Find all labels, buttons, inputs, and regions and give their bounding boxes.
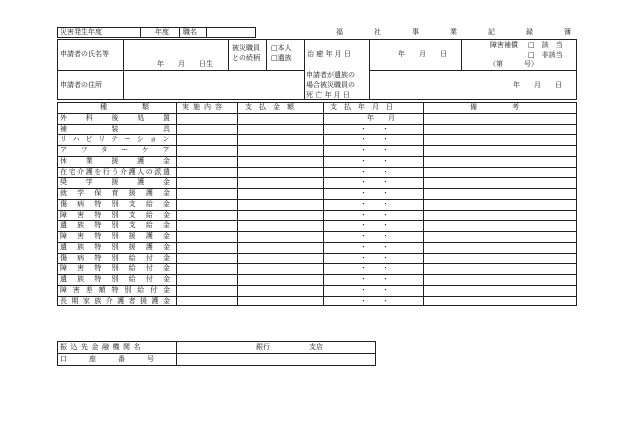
- benefit-type-label: 障害特別給付金: [60, 264, 181, 273]
- applicant-divider: [228, 39, 229, 70]
- bank-suffix: 銀行: [256, 343, 270, 351]
- benefit-type-label: アフターケア: [60, 146, 184, 154]
- applicant-divider: [369, 70, 577, 71]
- date-separator-dot: ・: [360, 156, 367, 165]
- date-separator-dot: ・: [360, 189, 367, 197]
- birth-date-placeholder: 年 月 日生: [157, 60, 213, 68]
- table-column-divider: [423, 102, 424, 306]
- date-separator-dot: ・: [382, 199, 389, 208]
- benefit-type-label: 障害特別支給金: [60, 210, 181, 219]
- applicant-address-label: 申請者の住所: [60, 81, 102, 89]
- job-label: 職名: [183, 28, 197, 36]
- relation-label: 被災職員: [232, 44, 260, 52]
- date-separator-dot: ・: [360, 296, 367, 305]
- date-separator-dot: ・: [382, 264, 389, 273]
- not-applicable-checkbox[interactable]: □ 非該当: [528, 51, 563, 59]
- death-date-placeholder: 年 月 日: [513, 81, 562, 89]
- applicant-divider: [304, 39, 305, 100]
- applicant-divider: [461, 39, 462, 70]
- header-divider: [179, 27, 180, 38]
- benefit-type-label: 在宅介護を行う介護人の派遣: [60, 167, 172, 176]
- date-separator-dot: ・: [382, 167, 389, 176]
- disability-grade: （第 号）: [489, 60, 538, 68]
- recovery-date-placeholder: 年 月 日: [398, 50, 447, 58]
- benefit-type-label: 休業援護金: [60, 156, 189, 165]
- benefit-type-label: 傷病特別給付金: [60, 253, 181, 262]
- date-separator-dot: ・: [382, 178, 389, 187]
- benefit-type-label: 補装具: [60, 124, 215, 133]
- date-separator-dot: ・: [382, 189, 389, 197]
- date-separator-dot: ・: [360, 253, 367, 262]
- date-separator-dot: ・: [360, 135, 367, 144]
- column-header-payment-date: 支払年月日: [330, 103, 400, 111]
- date-separator-dot: ・: [382, 232, 389, 240]
- branch-suffix: 支店: [309, 343, 323, 351]
- header-divider: [140, 27, 141, 38]
- page-title: 福 社 事 業 記 録 簿: [336, 28, 583, 36]
- date-separator-dot: ・: [360, 264, 367, 273]
- date-separator-dot: ・: [382, 285, 389, 294]
- benefit-type-label: 遺族特別援護金: [60, 242, 181, 251]
- bank-divider: [57, 353, 376, 354]
- relation-label: との続柄: [232, 54, 260, 62]
- self-checkbox[interactable]: □本人: [271, 44, 292, 52]
- family-checkbox[interactable]: □遺族: [271, 54, 292, 62]
- date-separator-dot: ・: [382, 146, 389, 154]
- column-header-amount: 支払金額: [245, 103, 301, 111]
- applicant-divider: [123, 39, 124, 100]
- date-separator-dot: ・: [382, 156, 389, 165]
- date-separator-dot: ・: [360, 199, 367, 208]
- date-separator-dot: ・: [360, 178, 367, 187]
- death-date-label: 場合被災職員の: [306, 81, 355, 89]
- header-divider: [206, 27, 207, 38]
- date-separator-dot: ・: [382, 253, 389, 262]
- column-header-implementation: 実施内容: [182, 103, 226, 111]
- table-column-divider: [323, 102, 324, 306]
- applicant-name-label: 申請者の氏名等: [60, 50, 109, 58]
- payment-date-placeholder: 年 月: [367, 113, 395, 122]
- date-separator-dot: ・: [360, 124, 367, 133]
- death-date-label: 死 亡 年 月 日: [306, 91, 350, 99]
- date-separator-dot: ・: [382, 296, 389, 305]
- date-separator-dot: ・: [382, 135, 389, 144]
- date-separator-dot: ・: [382, 275, 389, 283]
- account-number-label: 口座番号: [60, 355, 176, 363]
- benefit-type-label: リハビリテーション: [60, 135, 176, 144]
- date-separator-dot: ・: [382, 124, 389, 133]
- disaster-year-label: 災害発生年度: [60, 28, 102, 36]
- benefit-type-label: 長期家族介護者援護金: [60, 296, 175, 305]
- disability-label: 障害補償: [490, 41, 518, 49]
- recovery-date-label: 治 癒 年 月 日: [307, 50, 351, 58]
- applicant-divider: [266, 39, 267, 70]
- date-separator-dot: ・: [360, 285, 367, 294]
- bank-divider: [176, 341, 177, 366]
- column-header-type: 種 類: [100, 103, 156, 111]
- date-separator-dot: ・: [360, 146, 367, 154]
- benefit-type-label: 外科後処置: [60, 113, 189, 122]
- benefit-type-label: 就学保育援護金: [60, 189, 181, 197]
- benefit-type-label: 遺族特別給付金: [60, 275, 181, 283]
- applicable-checkbox[interactable]: □ 該 当: [528, 41, 563, 49]
- date-separator-dot: ・: [382, 242, 389, 251]
- date-separator-dot: ・: [382, 210, 389, 219]
- date-separator-dot: ・: [382, 221, 389, 230]
- death-date-label: 申請者が遺族の: [306, 71, 355, 79]
- applicant-divider: [57, 70, 304, 71]
- date-separator-dot: ・: [360, 167, 367, 176]
- year-label: 年度: [155, 28, 169, 36]
- bank-name-label: 振込先金融機関名: [60, 343, 144, 351]
- benefit-type-label: 遺族特別支給金: [60, 221, 181, 230]
- column-header-remarks: 備 考: [470, 103, 526, 111]
- date-separator-dot: ・: [360, 275, 367, 283]
- date-separator-dot: ・: [360, 242, 367, 251]
- table-column-divider: [237, 102, 238, 306]
- date-separator-dot: ・: [360, 210, 367, 219]
- applicant-divider: [369, 39, 370, 100]
- date-separator-dot: ・: [360, 221, 367, 230]
- benefit-type-label: 傷病特別支給金: [60, 199, 181, 208]
- benefit-type-label: 奨学援護金: [60, 178, 189, 187]
- benefit-type-label: 障害差額特別給付金: [60, 285, 176, 294]
- benefit-type-label: 障害特別援護金: [60, 232, 181, 240]
- date-separator-dot: ・: [360, 232, 367, 240]
